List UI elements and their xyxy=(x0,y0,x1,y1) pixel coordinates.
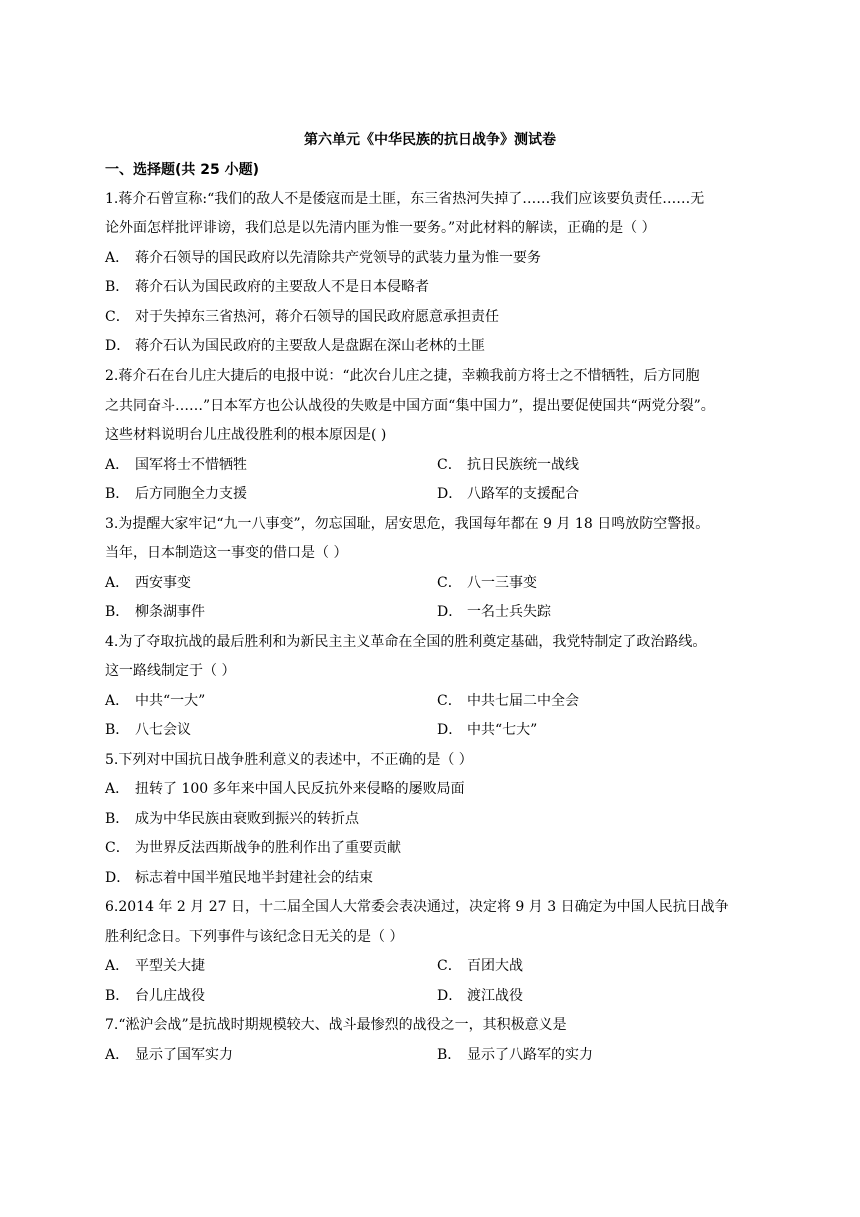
question-3-option-b: B． 柳条湖事件 xyxy=(105,604,205,620)
question-6-line-2: 胜利纪念日。下列事件与该纪念日无关的是（ ） xyxy=(105,929,404,945)
question-4-option-a: A． 中共“一大” xyxy=(105,693,206,709)
question-4-option-c: C． 中共七届二中全会 xyxy=(437,693,579,709)
question-2-option-d: D． 八路军的支援配合 xyxy=(437,486,579,502)
question-5-line-1: 5.下列对中国抗日战争胜利意义的表述中，不正确的是（ ） xyxy=(105,752,473,768)
question-2-option-b: B． 后方同胞全力支援 xyxy=(105,486,247,502)
question-4-line-2: 这一路线制定于（ ） xyxy=(105,663,236,679)
question-6-option-a: A． 平型关大捷 xyxy=(105,958,205,974)
question-4-option-d: D． 中共“七大” xyxy=(437,722,538,738)
question-5-option-a: A． 扭转了 100 多年来中国人民反抗外来侵略的屡败局面 xyxy=(105,781,465,797)
question-1-line-1: 1.蒋介石曾宣称:“我们的敌人不是倭寇而是土匪，东三省热河失掉了……我们应该要负责任……无 xyxy=(105,191,705,207)
question-1-line-2: 论外面怎样批评诽谤，我们总是以先清内匪为惟一要务。”对此材料的解读，正确的是（ ） xyxy=(105,220,656,236)
question-2-line-3: 这些材料说明台儿庄战役胜利的根本原因是( ) xyxy=(105,427,387,443)
question-7-option-b: B． 显示了八路军的实力 xyxy=(437,1047,593,1063)
section-heading: 一、选择题(共 25 小题) xyxy=(105,162,260,178)
question-6-option-c: C． 百团大战 xyxy=(437,958,523,974)
question-6-option-d: D． 渡江战役 xyxy=(437,988,523,1004)
question-6-option-b: B． 台儿庄战役 xyxy=(105,988,205,1004)
question-3-line-1: 3.为提醒大家牢记“九一八事变”，勿忘国耻，居安思危，我国每年都在 9 月 18 日鸣放防空警报。 xyxy=(105,516,710,532)
question-1-option-c: C． 对于失掉东三省热河，蒋介石领导的国民政府愿意承担责任 xyxy=(105,309,499,325)
question-4-line-1: 4.为了夺取抗战的最后胜利和为新民主主义革命在全国的胜利奠定基础，我党特制定了政治路线。 xyxy=(105,634,707,650)
question-5-option-c: C． 为世界反法西斯战争的胜利作出了重要贡献 xyxy=(105,840,401,856)
question-4-option-b: B． 八七会议 xyxy=(105,722,191,738)
question-6-line-1: 6.2014 年 2 月 27 日，十二届全国人大常委会表决通过，决定将 9 月 3 日确定为中国人民抗日战争 xyxy=(105,899,729,915)
question-3-option-a: A． 西安事变 xyxy=(105,575,191,591)
question-2-line-1: 2.蒋介石在台儿庄大捷后的电报中说：“此次台儿庄之捷，幸赖我前方将士之不惜牺牲，后方同胞 xyxy=(105,368,700,384)
question-3-option-c: C． 八一三事变 xyxy=(437,575,537,591)
question-5-option-d: D． 标志着中国半殖民地半封建社会的结束 xyxy=(105,870,373,886)
question-2-option-a: A． 国军将士不惜牺牲 xyxy=(105,457,247,473)
question-1-option-d: D． 蒋介石认为国民政府的主要敌人是盘踞在深山老林的土匪 xyxy=(105,338,485,354)
document-title: 第六单元《中华民族的抗日战争》测试卷 xyxy=(304,132,556,148)
question-3-line-2: 当年，日本制造这一事变的借口是（ ） xyxy=(105,545,348,561)
question-3-option-d: D． 一名士兵失踪 xyxy=(437,604,551,620)
question-1-option-a: A． 蒋介石领导的国民政府以先清除共产党领导的武装力量为惟一要务 xyxy=(105,250,541,266)
question-2-option-c: C． 抗日民族统一战线 xyxy=(437,457,579,473)
question-7-line-1: 7.“淞沪会战”是抗战时期规模较大、战斗最惨烈的战役之一，其积极意义是 xyxy=(105,1017,567,1033)
question-5-option-b: B． 成为中华民族由衰败到振兴的转折点 xyxy=(105,811,359,827)
question-1-option-b: B． 蒋介石认为国民政府的主要敌人不是日本侵略者 xyxy=(105,279,429,295)
question-2-line-2: 之共同奋斗……”日本军方也公认战役的失败是中国方面“集中国力”，提出要促使国共“两党分裂”。 xyxy=(105,398,715,414)
question-7-option-a: A． 显示了国军实力 xyxy=(105,1047,233,1063)
